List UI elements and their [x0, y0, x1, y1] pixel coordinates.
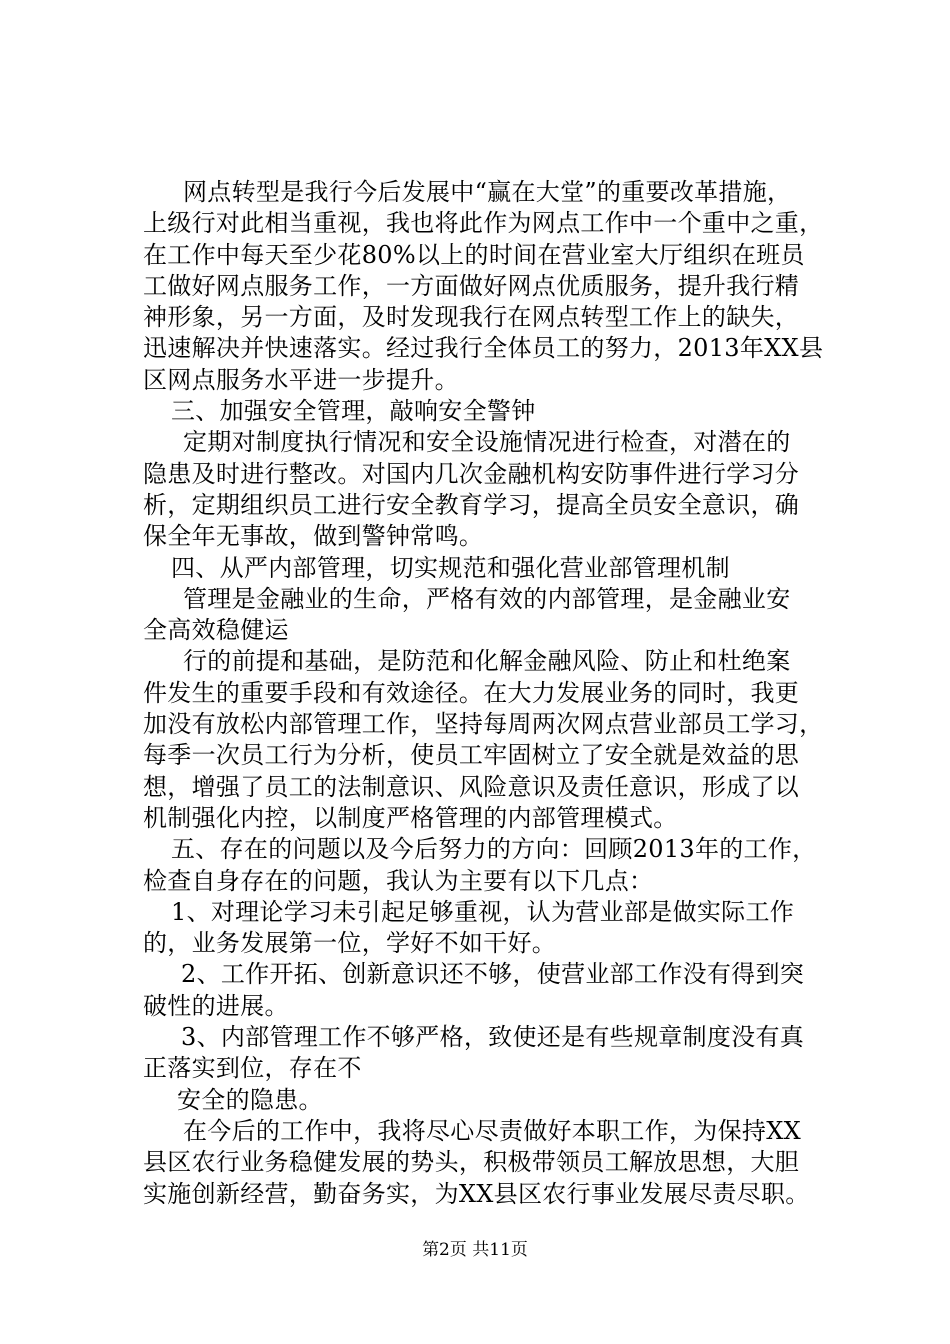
paragraph-line: 网点转型是我行今后发展中“赢在大堂”的重要改革措施， [183, 178, 792, 206]
paragraph-line: 加没有放松内部管理工作，坚持每周两次网点营业部员工学习， [143, 710, 824, 739]
list-item: 1、对理论学习未引起足够重视，认为营业部是做实际工作 [171, 897, 795, 926]
page-number-footer: 第2页 共11页 [422, 1240, 528, 1260]
list-item: 3、内部管理工作不够严格，致使还是有些规章制度没有真 [181, 1023, 805, 1052]
section-heading: 三、加强安全管理，敲响安全警钟 [171, 397, 536, 426]
document-body [143, 177, 833, 1210]
paragraph-line: 破性的进展。 [143, 991, 289, 1020]
section-heading: 四、从严内部管理，切实规范和强化营业部管理机制 [171, 553, 730, 582]
paragraph-line: 正落实到位，存在不 [143, 1054, 362, 1083]
list-item: 2、工作开拓、创新意识还不够，使营业部工作没有得到突 [181, 960, 805, 989]
paragraph-line: 在今后的工作中，我将尽心尽责做好本职工作，为保持XX [183, 1116, 801, 1145]
paragraph-line: 管理是金融业的生命，严格有效的内部管理，是金融业安 [183, 584, 791, 613]
paragraph-line: 安全的隐患。 [177, 1085, 323, 1114]
paragraph-line: 定期对制度执行情况和安全设施情况进行检查，对潜在的 [183, 428, 791, 457]
paragraph-line: 机制强化内控，以制度严格管理的内部管理模式。 [143, 803, 678, 832]
paragraph-line: 想，增强了员工的法制意识、风险意识及责任意识，形成了以 [143, 772, 800, 801]
paragraph-line: 神形象，另一方面，及时发现我行在网点转型工作上的缺失， [143, 303, 800, 332]
paragraph-line: 上级行对此相当重视，我也将此作为网点工作中一个重中之重， [143, 209, 824, 238]
section-heading: 五、存在的问题以及今后努力的方向：回顾2013年的工作， [171, 835, 817, 864]
paragraph-line: 县区农行业务稳健发展的势头，积极带领员工解放思想，大胆 [143, 1148, 800, 1177]
paragraph-line: 行的前提和基础，是防范和化解金融风险、防止和杜绝案 [183, 647, 791, 676]
paragraph-line: 析，定期组织员工进行安全教育学习，提高全员安全意识，确 [143, 490, 800, 519]
paragraph-line: 在工作中每天至少花80%以上的时间在营业室大厅组织在班员 [143, 240, 805, 269]
paragraph-line: 全高效稳健运 [143, 616, 289, 645]
paragraph-line: 检查自身存在的问题，我认为主要有以下几点： [143, 866, 654, 895]
paragraph-line: 每季一次员工行为分析，使员工牢固树立了安全就是效益的思 [143, 741, 800, 770]
paragraph-line: 件发生的重要手段和有效途径。在大力发展业务的同时，我更 [143, 678, 800, 707]
paragraph-line: 工做好网点服务工作，一方面做好网点优质服务，提升我行精 [143, 271, 800, 300]
paragraph-line: 区网点服务水平进一步提升。 [143, 365, 459, 394]
paragraph-line: 的，业务发展第一位，学好不如干好。 [143, 929, 557, 958]
paragraph-line: 保全年无事故，做到警钟常鸣。 [143, 522, 484, 551]
paragraph-line: 迅速解决并快速落实。经过我行全体员工的努力，2013年XX县 [143, 334, 824, 363]
paragraph-line: 实施创新经营，勤奋务实，为XX县区农行事业发展尽责尽职。 [143, 1179, 810, 1208]
paragraph-line: 隐患及时进行整改。对国内几次金融机构安防事件进行学习分 [143, 459, 800, 488]
